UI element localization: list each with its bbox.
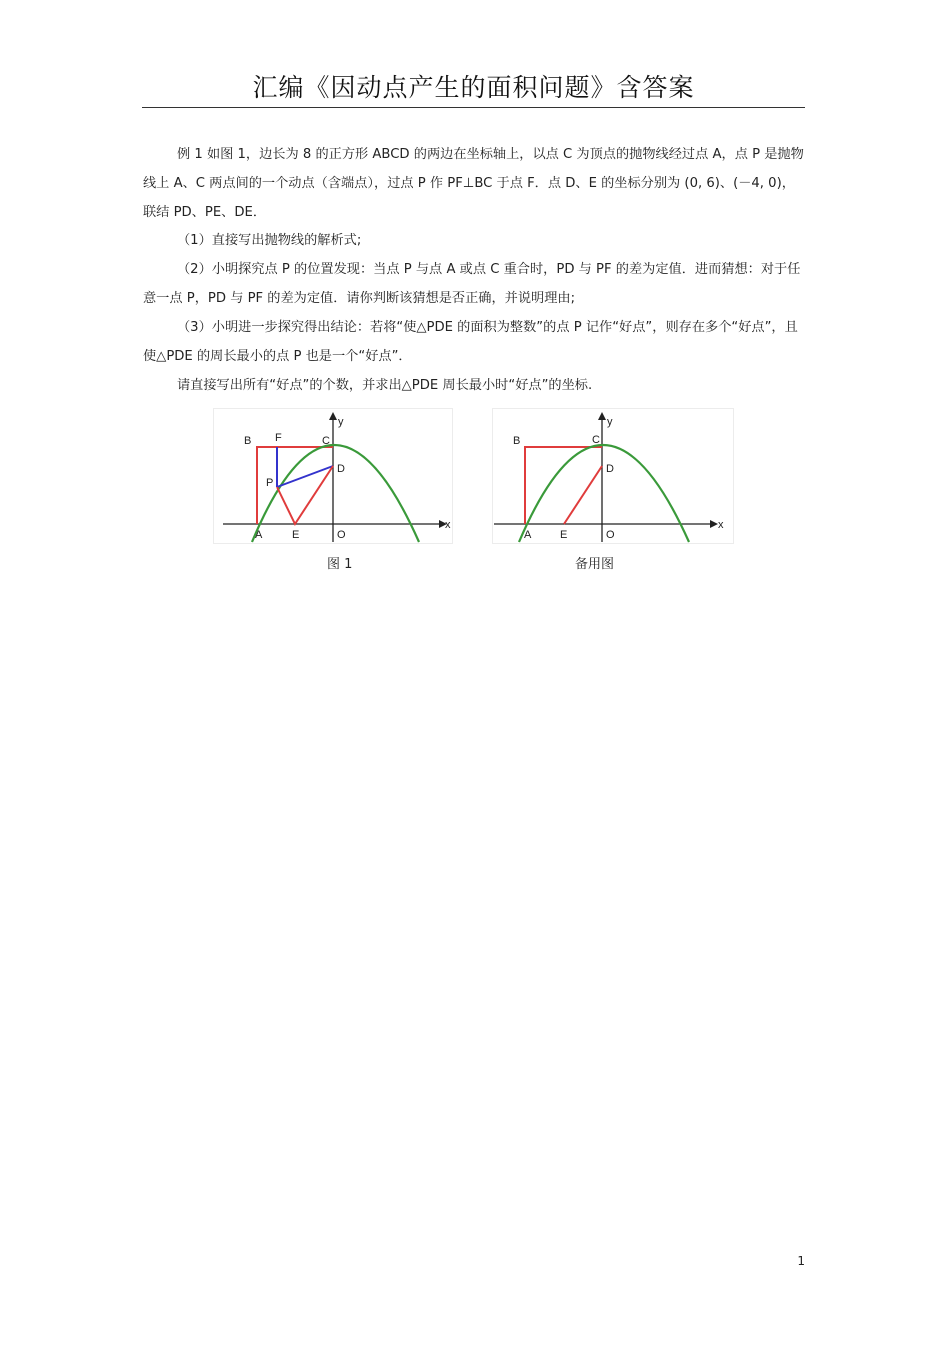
title-rule [142,107,805,108]
segment-PE-ED [277,466,333,524]
label-D: D [337,463,345,475]
question-2: （2）小明探究点 P 的位置发现：当点 P 与点 A 或点 C 重合时，PD 与 PF 的差为定值．进而猜想：对于任意一点 P，PD 与 PF 的差为定值．请你判断该猜想是否正确，并说明理由; [143,262,801,306]
backup-figure-caption: 备用图 [575,557,615,572]
y-axis-arrow [329,412,337,420]
square-sides [525,447,602,524]
page-number: 1 [797,1254,805,1268]
question-1: （1）直接写出抛物线的解析式; [177,233,362,248]
segment-PD [277,466,333,487]
label-O: O [606,529,615,541]
label-B: B [513,435,521,447]
parabola-curve [519,445,689,542]
label-F: F [275,432,282,444]
label-y: y [607,416,613,428]
x-axis-arrow [710,520,718,528]
label-B: B [244,435,252,447]
figure-1-diagram [213,408,453,544]
question-3: （3）小明进一步探究得出结论：若将“使△PDE 的面积为整数”的点 P 记作“好点”，则存在多个“好点”，且使△PDE 的周长最小的点 P 也是一个“好点”． [143,320,798,364]
label-P: P [266,477,274,489]
label-A: A [255,529,263,541]
label-A: A [524,529,532,541]
figure-1-caption: 图 1 [327,557,353,572]
label-E: E [560,529,568,541]
problem-statement: 例 1 如图 1，边长为 8 的正方形 ABCD 的两边在坐标轴上，以点 C 为顶点的抛物线经过点 A，点 P 是抛物线上 A、C 两点间的一个动点（含端点），过点 P 作 PF⊥BC 于点 F．点 D、E 的坐标分别为 (0, 6)、(－4, 0)，联结 PD、PE、DE． [143,147,804,220]
question-3-request: 请直接写出所有“好点”的个数，并求出△PDE 周长最小时“好点”的坐标. [177,378,593,393]
label-y: y [338,416,344,428]
label-x: x [445,519,451,531]
label-C: C [592,434,600,446]
label-E: E [292,529,300,541]
y-axis-arrow [598,412,606,420]
segment-ED [564,466,602,524]
label-D: D [606,463,614,475]
label-O: O [337,529,346,541]
document-title: 汇编《因动点产生的面积问题》含答案 [252,73,695,102]
label-x: x [718,519,724,531]
label-C: C [322,435,330,447]
backup-diagram [492,408,734,544]
